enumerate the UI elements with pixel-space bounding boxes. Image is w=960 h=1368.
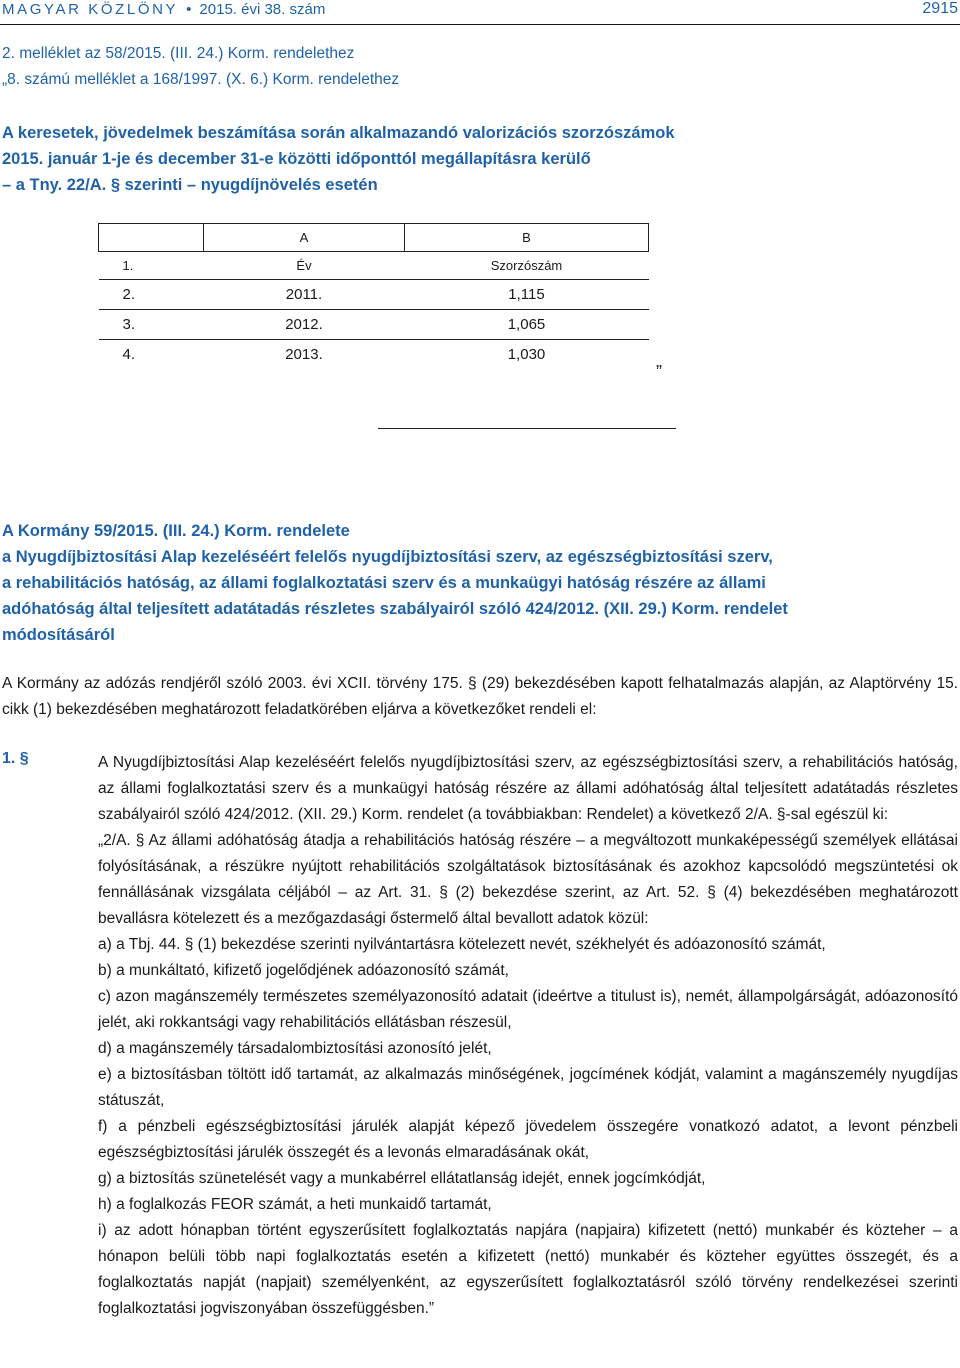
quoted-provision: „2/A. § Az állami adóhatóság átadja a rehabilitációs hatóság részére – a megváltozott munkaképességű személyek ellátásai folyósításának, a részükre nyújtott rehabilitációs szolgáltatások biztosításának és azokhoz kapcsolódó megszüntetési ok fennállásának vizsgálata céljából – az Art. 31. § (2) bekezdése szerint, az Art. 52. § (4) bekezdésében meghatározott bevallásra kötelezett és a mezőgazdasági őstermelő által bevallott adatok közül: <box>98 832 958 927</box>
col-letter-a: A <box>204 224 405 252</box>
list-item: b) a munkáltató, kifizető jogelődjének adóazonosító számát, <box>98 962 509 979</box>
year-cell: 2013. <box>204 340 405 370</box>
list-item: a) a Tbj. 44. § (1) bekezdése szerinti nyilvántartásra kötelezett nevét, székhelyét és adóazonosító számát, <box>98 936 826 953</box>
list-item: g) a biztosítás szünetelését vagy a munkabérrel ellátatlanság idejét, ennek jogcímkódját, <box>98 1170 706 1187</box>
decree-heading <box>2 518 952 648</box>
list-item: e) a biztosításban töltött idő tartamát, az alkalmazás minőségének, jogcímének kódját, valamint a magánszemély nyugdíjas státuszát, <box>98 1066 958 1109</box>
table-header-row <box>99 252 649 280</box>
section-intro: A Nyugdíjbiztosítási Alap kezeléséért felelős nyugdíjbiztosítási szerv, az egészségbiztosítási szerv, a rehabilitációs hatóság, az állami foglalkoztatási szerv és a munkaügyi hatóság részére az állami adóhatóság által teljesített adatátadás részletes szabályairól szóló 424/2012. (XII. 29.) Korm. rendelet (a továbbiakban: Rendelet) a következő 2/A. §-sal egészül ki: <box>98 754 958 823</box>
table-row <box>99 340 649 370</box>
valorization-table <box>98 223 649 369</box>
annex-line-1: 2. melléklet az 58/2015. (III. 24.) Korm. rendelethez <box>2 45 355 62</box>
section-number: 1. § <box>2 750 29 767</box>
section-body <box>98 750 958 1322</box>
multiplier-cell: 1,115 <box>405 280 649 310</box>
list-item: i) az adott hónapban történt egyszerűsített foglalkoztatás napjára (napjaira) kifizetett (nettó) munkabér és közteher – a hónapon belüli több napi foglalkoztatás esetén a kifizetett (nettó) munkabér és közteher együttes összegét, és a foglalkoztatás napját (napjait) személyenként, az egyszerűsített foglalkoztatásról szóló törvény rendelkezései szerinti foglalkoztatási jogviszonyában összefüggésben.” <box>98 1222 958 1317</box>
section-divider <box>378 428 676 429</box>
decree-heading-line-2: a Nyugdíjbiztosítási Alap kezeléséért felelős nyugdíjbiztosítási szerv, az egészségbiztosítási szerv, <box>2 548 773 566</box>
decree-heading-line-3: a rehabilitációs hatóság, az állami foglalkoztatási szerv és a munkaügyi hatóság részére az állami <box>2 574 766 592</box>
column-header-multiplier: Szorzószám <box>405 252 649 280</box>
list-item: h) a foglalkozás FEOR számát, a heti munkaidő tartamát, <box>98 1196 492 1213</box>
year-cell: 2011. <box>204 280 405 310</box>
table-title-line-3: – a Tny. 22/A. § szerinti – nyugdíjnövelés esetén <box>2 176 378 194</box>
list-item: d) a magánszemély társadalombiztosítási azonosító jelét, <box>98 1040 492 1057</box>
page-number: 2915 <box>922 0 958 17</box>
bullet-separator: • <box>186 1 192 18</box>
list-item: c) azon magánszemély természetes személyazonosító adatait (ideértve a titulust is), nemét, állampolgárságát, adóazonosító jelét, aki rokkantsági vagy rehabilitációs ellátásban részesül, <box>98 988 958 1031</box>
annex-line-2: „8. számú melléklet a 168/1997. (X. 6.) Korm. rendelethez <box>2 71 400 88</box>
table-letter-row <box>99 224 649 252</box>
publication-line <box>2 1 325 18</box>
page-header <box>0 0 960 25</box>
list-item: f) a pénzbeli egészségbiztosítási járulék alapját képező jövedelem összegére vonatkozó adatot, a levont pénzbeli egészségbiztosítási járulék összegét és a levonás elmaradásának okát, <box>98 1118 958 1161</box>
table-row <box>99 310 649 340</box>
table-title-line-2: 2015. január 1-je és december 31-e közötti időponttól megállapításra kerülő <box>2 150 591 168</box>
column-header-year: Év <box>204 252 405 280</box>
year-cell: 2012. <box>204 310 405 340</box>
row-number: 4. <box>99 340 204 370</box>
preamble-paragraph: A Kormány az adózás rendjéről szóló 2003. évi XCII. törvény 175. § (29) bekezdésében kapott felhatalmazás alapján, az Alaptörvény 15. cikk (1) bekezdésében meghatározott feladatkörében eljárva a következőket rendeli el: <box>2 675 958 718</box>
row-number: 2. <box>99 280 204 310</box>
publication-name: MAGYAR KÖZLÖNY <box>2 1 179 18</box>
closing-quote: ” <box>656 362 662 382</box>
issue-label: 2015. évi 38. szám <box>199 1 326 18</box>
multiplier-cell: 1,030 <box>405 340 649 370</box>
col-letter-b: B <box>405 224 649 252</box>
table-title-line-1: A keresetek, jövedelmek beszámítása során alkalmazandó valorizációs szorzószámok <box>2 124 675 142</box>
table-row <box>99 280 649 310</box>
decree-heading-line-4: adóhatóság által teljesített adatátadás részletes szabályairól szóló 424/2012. (XII. 29.) Korm. rendelet <box>2 600 788 618</box>
row-number: 1. <box>99 252 204 280</box>
decree-heading-line-1: A Kormány 59/2015. (III. 24.) Korm. rendelete <box>2 522 350 540</box>
row-number: 3. <box>99 310 204 340</box>
table-title <box>2 120 882 198</box>
decree-heading-line-5: módosításáról <box>2 626 115 644</box>
multiplier-cell: 1,065 <box>405 310 649 340</box>
